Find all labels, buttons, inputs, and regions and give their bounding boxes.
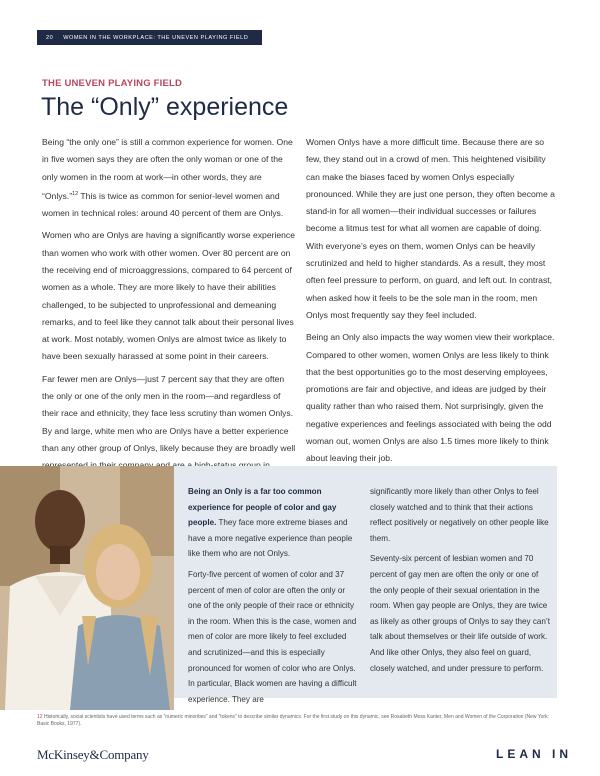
page-title: The “Only” experience	[41, 93, 289, 121]
footnote	[37, 714, 557, 728]
right-paragraph-1: Women Onlys have a more difficult time. Because there are so few, they stand out in a crowd of men. This heightened visibility can make the biases faced by women Onlys especially pronounced. While they are just one person, they often become a stand-in for all women—their individual successes or failures become a litmus test for what all women are capable of doing. With everyone’s eyes on them, women Onlys can be heavily scrutinized and held to higher standards. As a result, they most often feel pressure to perform, on guard, and left out. In contrast, when asked how it feels to be the sole man in the room, men Onlys most frequently say they feel included.	[306, 137, 555, 320]
mckinsey-logo: McKinsey&Company	[37, 747, 149, 762]
right-column	[306, 134, 560, 473]
right-paragraph-2: Being an Only also impacts the way women view their workplace. Compared to other women, women Onlys are less likely to think that the best opportunities go to the most deserving employees, promotions are fair and objective, and ideas are judged by their quality rather than who raised them. Not surprisingly, given the negative experiences and feelings associated with being the odd woman out, women Onlys are also 1.5 times more likely to think about leaving their job.	[306, 332, 555, 464]
running-title: WOMEN IN THE WORKPLACE: THE UNEVEN PLAYING FIELD	[63, 34, 249, 41]
callout-paragraph-3: significantly more likely than other Onlys to feel closely watched and to think that their actions reflect positively or negatively on other people like them.	[370, 487, 549, 543]
footnote-number: 12	[37, 714, 43, 720]
footnote-text: Historically, social scientists have used terms such as “numeric minorities” and “tokens” to describe similar dynamics. For the first study on this dynamic, see Rosabeth Moss Kanter, Men and Women of the Corporation (New York: Basic Books, 1977).	[37, 714, 549, 728]
section-kicker: THE UNEVEN PLAYING FIELD	[42, 78, 183, 89]
page-number: 20	[46, 34, 54, 41]
callout-column-1	[188, 484, 359, 712]
callout-paragraph-2: Forty-five percent of women of color and 37 percent of men of color are often the only or one of the only people of their race or ethnicity in the room. When this is the case, women and men of color are more likely to feel excluded and scrutinized—and this is especially pronounced for women of color who are Onlys. In particular, Black women are having a difficult experience. They are	[188, 569, 357, 704]
leanin-logo: LEAN IN	[496, 747, 572, 761]
left-paragraph-3: Far fewer men are Onlys—just 7 percent say that they are often the only or one of the only men in the room—and regardless of their race and ethnicity, they face less scrutiny than women Onlys. By and large, white men who are Onlys have a better experience than any other group of Onlys, likely because they are broadly well	[42, 373, 296, 453]
left-column	[42, 134, 297, 497]
callout-column-2	[370, 484, 550, 681]
footnote-ref[interactable]: 12	[72, 190, 79, 197]
callout-paragraph-1: Being an Only is a far too common experience for people of color and gay people. They face more extreme biases and have a more negative experience than people like them who are not Onlys.	[188, 487, 353, 559]
callout-box	[174, 466, 557, 704]
callout-lead: Being an Only is a far too common experience for people of color and gay people.	[188, 487, 337, 528]
photo-man-and-woman	[0, 466, 174, 710]
callout-paragraph-4: Seventy-six percent of lesbian women and 70 percent of gay men are often the only or one of the only people of their sexual orientation in the room. When gay people are Onlys, they are twice as likely as other groups of Onlys to say they can’t talk about themselves or their life outside of work. And like other Onlys, they also feel on guard, closely watched, and under pressure to perform.	[370, 554, 550, 673]
running-header	[37, 30, 262, 45]
photo-illustration	[0, 466, 174, 710]
left-paragraph-2: Women who are Onlys are having a significantly worse experience than women who work with other women. Over 80 percent are on the receiving end of microaggressions, compared to 64 percent of women as a whole. They are more likely to have their abilities challenged, to be subjected to unprofessional and demeaning remarks, and to feel like they cannot talk about their personal lives at work. Most notably, women Onlys are almost twice as likely to have been sexually harassed at some point in their careers.	[42, 230, 296, 362]
left-paragraph-1: Being “the only one” is still a common experience for women. One in five women says they are often the only woman or one of the only women in the room at work—in other words, they are “Onlys.”$^{12}$ This is twice as common for senior-level women and women in technical roles: around 40 percent of them are Onlys.	[42, 137, 293, 219]
